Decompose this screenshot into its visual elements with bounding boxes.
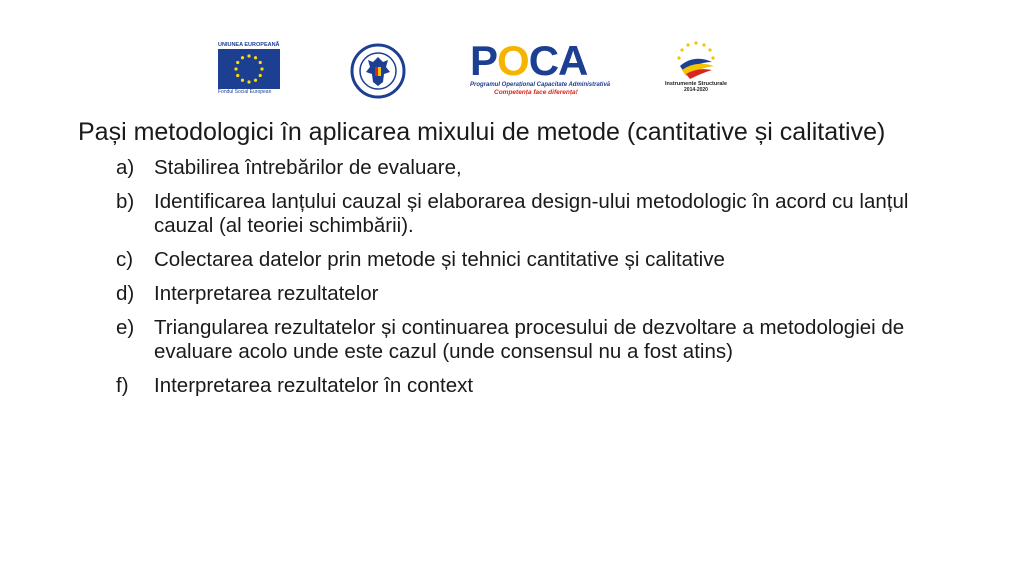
list-item — [116, 316, 958, 364]
list-item-text: Colectarea datelor prin metode și tehnici cantitative și calitative — [154, 248, 725, 271]
list-marker: f) — [116, 374, 129, 397]
poca-logo — [470, 37, 611, 100]
list-item — [116, 374, 958, 398]
list-marker: c) — [116, 248, 134, 271]
eu-logo-bottom-text: Fondul Social European — [218, 89, 272, 95]
eu-star-icon — [236, 74, 239, 77]
poca-subtitle: Programul Operațional Capacitate Administrativă — [470, 82, 611, 88]
eu-logo-top-text: UNIUNEA EUROPEANĂ — [218, 42, 280, 48]
list-item-text: Identificarea lanțului cauzal și elaborarea design-ului metodologic în acord cu lanțul cauzal (al teoriei schimbării). — [154, 190, 909, 237]
eu-star-icon — [236, 61, 239, 64]
list-item — [116, 156, 958, 180]
list-item — [116, 248, 958, 272]
instrumente-structurale-title: Instrumente Structurale — [664, 81, 728, 87]
eu-star-icon — [260, 67, 263, 70]
eu-star-icon — [241, 79, 244, 82]
eu-logo — [218, 42, 284, 97]
slide-content — [78, 118, 958, 408]
poca-slogan: Competența face diferența! — [494, 89, 578, 96]
list-item-text: Interpretarea rezultatelor în context — [154, 374, 474, 397]
list-marker: a) — [116, 156, 135, 179]
eu-star-icon — [259, 74, 262, 77]
logo-bar — [0, 0, 1024, 110]
eu-star-icon — [241, 56, 244, 59]
list-marker: b) — [116, 190, 135, 213]
poca-wordmark: POCA — [470, 37, 588, 84]
eu-star-icon — [254, 79, 257, 82]
eu-star-icon — [259, 61, 262, 64]
list-item — [116, 282, 958, 306]
list-item-text: Stabilirea întrebărilor de evaluare, — [154, 156, 462, 179]
instrumente-structurale-icon — [674, 40, 718, 80]
list-item-text: Interpretarea rezultatelor — [154, 282, 379, 305]
list-item — [116, 190, 958, 238]
government-seal-icon — [350, 43, 406, 99]
slide-title: Pași metodologici în aplicarea mixului de metode (cantitative și calitative) — [78, 118, 886, 146]
instrumente-structurale-logo — [660, 40, 732, 100]
eu-star-icon — [234, 67, 237, 70]
eu-star-icon — [247, 80, 250, 83]
eu-star-icon — [254, 56, 257, 59]
list-marker: e) — [116, 316, 135, 339]
list-marker: d) — [116, 282, 135, 305]
list-item-text: Triangularea rezultatelor și continuarea procesului de dezvoltare a metodologiei de evaluare acolo unde este cazul (unde consensul nu a fost atins) — [154, 316, 905, 363]
government-seal — [350, 43, 406, 99]
instrumente-structurale-years: 2014-2020 — [684, 87, 708, 93]
eu-flag-icon — [218, 49, 280, 89]
steps-list — [78, 156, 958, 398]
eu-star-icon — [247, 54, 250, 57]
